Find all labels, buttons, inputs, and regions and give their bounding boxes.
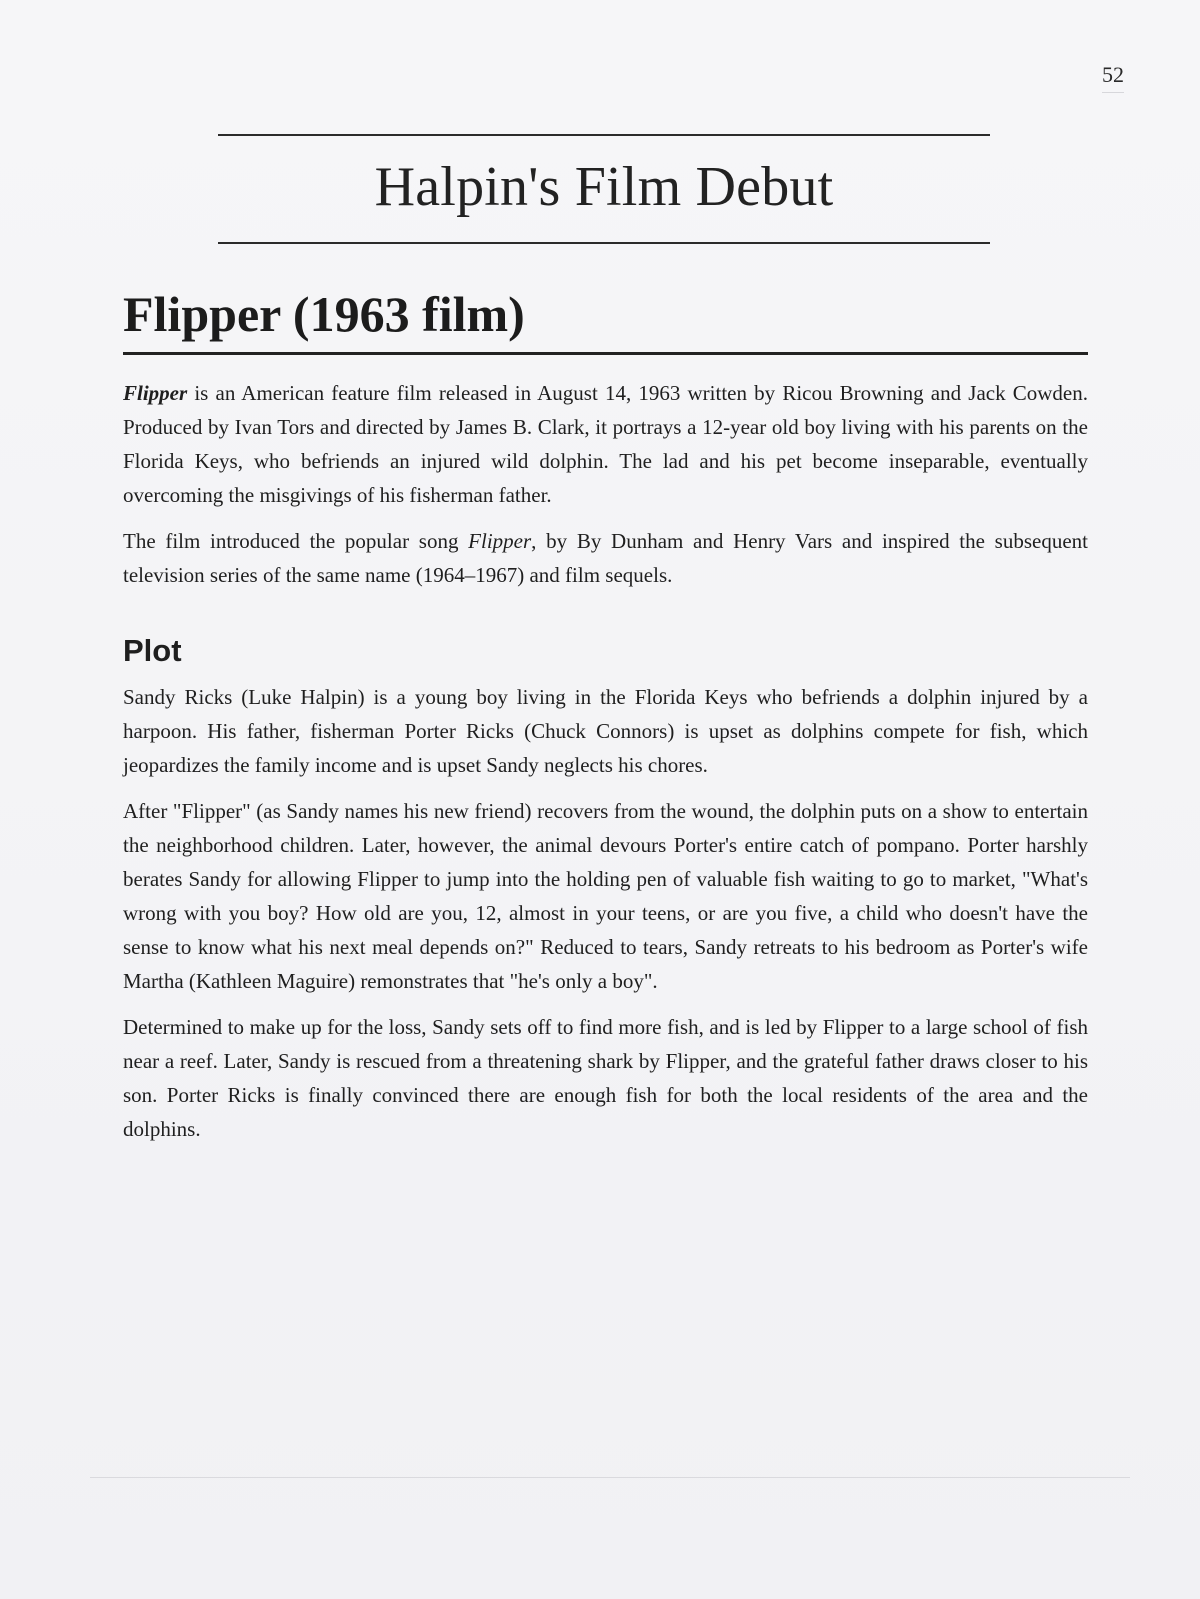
song-title: Flipper [468,529,532,553]
plot-paragraph-3: Determined to make up for the loss, Sandy sets off to find more fish, and is led by Flipper to a large school of fish near a reef. Later, Sandy is rescued from a threatening shark by Flipper, and the grateful father draws closer to his son. Porter Ricks is finally convinced there are enough fish for both the local residents of the area and the dolphins. [123,1015,1088,1142]
chapter-top-rule [218,134,990,136]
intro-paragraph-2-prefix: The film introduced the popular song [123,529,469,553]
chapter-title: Halpin's Film Debut [374,156,834,218]
film-title-lead: Flipper [123,381,188,405]
section-title: Flipper (1963 film) [123,287,1088,355]
page-footer-rule [90,1477,1130,1478]
intro-paragraph-2 [123,524,1088,592]
intro-paragraph-1 [123,376,1088,512]
plot-paragraph-2: After "Flipper" (as Sandy names his new friend) recovers from the wound, the dolphin puts on a show to entertain the neighborhood children. Later, however, the animal devours Porter's entire catch of pompano. Porter harshly berates Sandy for allowing Flipper to jump into the holding pen of valuable fish waiting to go to market, "What's wrong with you boy? How old are you, 12, almost in your teens, or are you five, a child who doesn't have the sense to know what his next meal depends on?" Reduced to tears, Sandy retreats to his bedroom as Porter's wife Martha (Kathleen Maguire) remonstrates that "he's only a boy". [123,799,1088,994]
article-content [123,376,1088,1158]
intro-paragraph-1-text: is an American feature film released in August 14, 1963 written by Ricou Browning and Jack Cowden. Produced by Ivan Tors and directed by James B. Clark, it portrays a 12-year old boy living with his parents on the Florida Keys, who befriends an injured wild dolphin. The lad and his pet become inseparable, eventually overcoming the misgivings of his fisherman father. [123,381,1088,507]
chapter-bottom-rule [218,242,990,244]
plot-paragraph-1: Sandy Ricks (Luke Halpin) is a young boy living in the Florida Keys who befriends a dolphin injured by a harpoon. His father, fisherman Porter Ricks (Chuck Connors) is upset as dolphins compete for fish, which jeopardizes the family income and is upset Sandy neglects his chores. [123,685,1088,778]
page-number: 52 [1102,64,1124,93]
plot-heading: Plot [123,633,182,668]
intro-paragraph-2-text: , by By Dunham and Henry Vars and inspired the subsequent television series of the same name (1964–1967) and film sequels. [123,529,1088,587]
